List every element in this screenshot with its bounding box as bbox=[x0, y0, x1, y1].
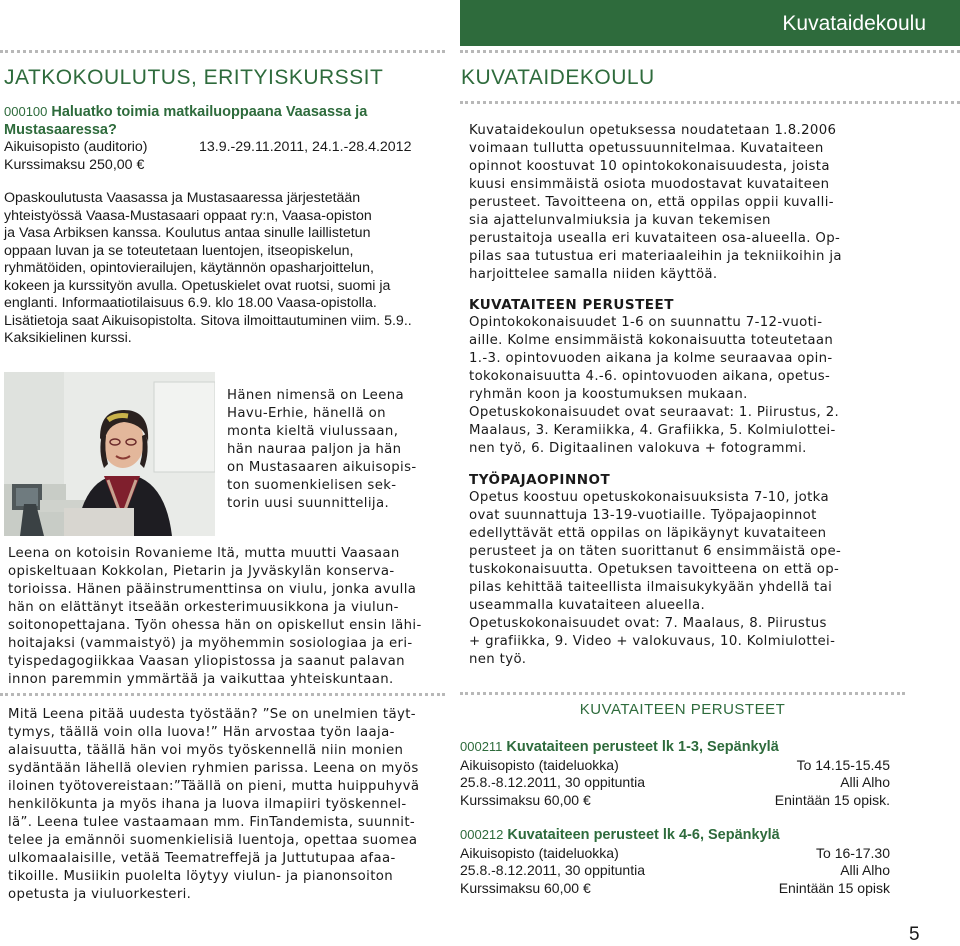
intro-line: yhteistyössä Vaasa-Mustasaari oppaat ry:n, Vaasa-opiston bbox=[4, 207, 372, 224]
right-intro-line: harjoittelee samalla niiden käyttöä. bbox=[469, 267, 718, 282]
right-intro-line: voimaan tullutta opetussuunnitelmaa. Kuvataiteen bbox=[469, 141, 824, 156]
course-size: Enintään 15 opisk. bbox=[774, 791, 890, 808]
caption-line: Havu-Erhie, hänellä on bbox=[227, 406, 386, 421]
perusteet-line: aille. Kolme ensimmäistä kokonaisuutta toteutetaan bbox=[469, 333, 834, 348]
caption-line: on Mustasaaren aikuisopis- bbox=[227, 460, 417, 475]
course-place: Aikuisopisto (taideluokka) bbox=[460, 844, 619, 861]
intro-paragraph bbox=[4, 190, 436, 348]
perusteet-line: tokokonaisuutta 4.-6. opintovuoden aikana, opetus- bbox=[469, 369, 831, 384]
course-fee: Kurssimaksu 250,00 € bbox=[4, 156, 145, 173]
tyopaja-line: Opetuskokonaisuudet ovat: 7. Maalaus, 8. Piirustus bbox=[469, 616, 827, 631]
photo-caption bbox=[227, 387, 427, 513]
intro-line: Kaksikielinen kurssi. bbox=[4, 330, 132, 346]
caption-line: torin uusi suunnittelija. bbox=[227, 496, 390, 511]
perusteet-line: Maalaus, 3. Keramiikka, 4. Grafiikka, 5. Kolmiulottei- bbox=[469, 423, 836, 438]
quote-line: tikoille. Musiikin puolelta löytyy viulun- ja pianonsoiton bbox=[8, 869, 394, 884]
caption-line: ton suomenkielisen sek- bbox=[227, 478, 397, 493]
right-section-title: KUVATAIDEKOULU bbox=[461, 66, 655, 89]
perusteet-line: nen työ, 6. Digitaalinen valokuva + fotogrammi. bbox=[469, 441, 807, 456]
quote-line: iloinen työtovereistaan:”Täällä on pieni, mutta huippuhyvä bbox=[8, 779, 420, 794]
bio-line: opiskeltuaan Kokkolan, Pietarin ja Jyväskylän konserva- bbox=[8, 564, 395, 579]
course-title-2: Mustasaaressa? bbox=[4, 121, 117, 138]
right-top-divider bbox=[460, 50, 960, 53]
tyopaja-line: Opetus koostuu opetuskokonaisuuksista 7-10, jotka bbox=[469, 490, 829, 505]
right-intro-line: kuusi ensimmäistä osiota muodostavat kuvataiteen bbox=[469, 177, 830, 192]
quote-line: henkilökunta ja myös ihana ja luova ilmapiiri työskennel- bbox=[8, 797, 407, 812]
course-000100 bbox=[4, 103, 436, 174]
course-dates: 13.9.-29.11.2011, 24.1.-28.4.2012 bbox=[199, 139, 412, 155]
portrait-photo bbox=[4, 372, 215, 536]
course-place: Aikuisopisto (taideluokka) bbox=[460, 756, 619, 773]
caption-line: monta kieltä viulussaan, bbox=[227, 424, 399, 439]
quote-line: ulkomaalaisille, vetää Teematreffejä ja Juttutupaa afaa- bbox=[8, 851, 396, 866]
intro-line: Lisätietoja saat Aikuisopistolta. Sitova ilmoittautuminen viim. 5.9.. bbox=[4, 312, 412, 329]
right-intro bbox=[469, 122, 881, 284]
course-title: Kuvataiteen perusteet lk 1-3, Sepänkylä bbox=[506, 739, 779, 755]
quote-paragraph bbox=[8, 706, 428, 904]
bio-line: tyispedagogiikkaa Vaasan yliopistossa ja saanut palavan bbox=[8, 654, 405, 669]
bio-line: innon paremmin ymmärtää ja vaikuttaa yhteiskuntaan. bbox=[8, 672, 394, 687]
tyopaja-line: perusteet ja on täten suorittanut 6 ensimmäistä ope- bbox=[469, 544, 842, 559]
courses-heading: KUVATAITEEN PERUSTEET bbox=[579, 701, 786, 718]
bio-line: torioissa. Hänen pääinstrumenttinsa on viulu, jonka avulla bbox=[8, 582, 417, 597]
intro-line: englanti. Informaatiotilaisuus 6.9. klo 18.00 Vaasa-opistolla. bbox=[4, 295, 377, 311]
perusteet-heading: KUVATAITEEN PERUSTEET bbox=[469, 297, 674, 313]
quote-line: sydäntään lähellä olevien ryhmien parissa. Leena on myös bbox=[8, 761, 419, 776]
course-fee: Kurssimaksu 60,00 € bbox=[460, 879, 591, 896]
quote-line: lä”. Leena tulee vastaamaan mm. FinTandemista, suunnit- bbox=[8, 815, 416, 830]
right-mid-divider bbox=[460, 101, 960, 104]
page-number: 5 bbox=[909, 924, 920, 945]
course-teacher: Alli Alho bbox=[840, 862, 890, 878]
tyopaja-line: + grafiikka, 9. Video + valokuvaus, 10. Kolmiulottei- bbox=[469, 634, 836, 649]
perusteet-line: Opintokokonaisuudet 1-6 on suunnattu 7-12-vuoti- bbox=[469, 315, 823, 330]
right-intro-line: perusteet. Tavoitteena on, että oppilas oppii kuvalli- bbox=[469, 195, 834, 210]
bio-line: hoitajaksi (vammaistyö) ja myöhemmin sosiologiaa ja eri- bbox=[8, 636, 413, 651]
quote-line: Mitä Leena pitää uudesta työstään? ”Se on unelmien täyt- bbox=[8, 707, 416, 722]
perusteet-line: ryhmän koon ja koostumuksen mukaan. bbox=[469, 387, 748, 402]
left-lower-divider bbox=[0, 693, 445, 696]
course-time: To 14.15-15.45 bbox=[796, 756, 890, 773]
quote-line: tymys, täällä voin olla luova!” Hän arvostaa työn laaja- bbox=[8, 725, 395, 740]
course-code: 000212 bbox=[460, 827, 504, 842]
course-code: 000100 bbox=[4, 104, 48, 119]
right-intro-line: Kuvataidekoulun opetuksessa noudatetaan 1.8.2006 bbox=[469, 123, 837, 138]
bio-line: hän on elättänyt itseään orkesterimuusikkona ja viulun- bbox=[8, 600, 399, 615]
perusteet-section bbox=[469, 296, 881, 458]
left-section-title: JATKOKOULUTUS, ERITYISKURSSIT bbox=[4, 66, 384, 89]
tyopaja-heading: TYÖPAJAOPINNOT bbox=[469, 472, 611, 488]
tyopaja-section bbox=[469, 471, 881, 669]
bio-line: soitonopettajana. Työn ohessa hän on opiskellut ensin lähi- bbox=[8, 618, 422, 633]
header-tab-label: Kuvataidekoulu bbox=[782, 12, 926, 35]
course-size: Enintään 15 opisk bbox=[778, 879, 890, 896]
caption-line: hän nauraa paljon ja hän bbox=[227, 442, 402, 457]
tyopaja-line: useammalla kuvataiteen alueella. bbox=[469, 598, 706, 613]
course-dates: 25.8.-8.12.2011, 30 oppituntia bbox=[460, 862, 646, 878]
course-title: Haluatko toimia matkailuoppaana Vaasassa ja bbox=[51, 104, 368, 120]
tyopaja-line: ovat suunnattuja 13-19-vuotiaille. Työpajaopinnot bbox=[469, 508, 817, 523]
tyopaja-line: tuskokonaisuutta. Opetuksen tavoitteena on että op- bbox=[469, 562, 840, 577]
right-intro-line: opinnot koostuvat 10 opintokokonaisuudesta, joista bbox=[469, 159, 830, 174]
tyopaja-line: nen työ. bbox=[469, 652, 527, 667]
bio-paragraph bbox=[8, 545, 428, 689]
right-intro-line: sia ajattelunvalmiuksia ja kuvan tekemisen bbox=[469, 213, 771, 228]
intro-line: Opaskoulutusta Vaasassa ja Mustasaaressa järjestetään bbox=[4, 190, 361, 206]
right-intro-line: pilas saa tutustua eri materiaaleihin ja tekniikoihin ja bbox=[469, 249, 842, 264]
course-time: To 16-17.30 bbox=[816, 844, 890, 861]
bio-line: Leena on kotoisin Rovanieme ltä, mutta muutti Vaasaan bbox=[8, 546, 400, 561]
tyopaja-line: pilas kehittää taiteellista ilmaisukykyään yhdellä tai bbox=[469, 580, 833, 595]
course-000211 bbox=[460, 738, 890, 809]
intro-line: ryhmätöiden, opintovierailujen, käytännön opasharjoittelun, bbox=[4, 260, 374, 276]
perusteet-line: 1.-3. opintovuoden aikana ja kolme seuraavaa opin- bbox=[469, 351, 833, 366]
quote-line: alaisuutta, täällä hän voi myös työskennellä niin monien bbox=[8, 743, 404, 758]
caption-line: Hänen nimensä on Leena bbox=[227, 388, 404, 403]
right-intro-line: perustaitoja usealla eri kuvataiteen osa-alueella. Op- bbox=[469, 231, 841, 246]
quote-line: telee ja emännöi suomenkielisiä luentoja, opettaa suomea bbox=[8, 833, 418, 848]
intro-line: oppaan luvan ja se toteutetaan luentojen, itseopiskelun, bbox=[4, 242, 354, 259]
left-top-divider bbox=[0, 50, 445, 53]
course-code: 000211 bbox=[460, 739, 503, 754]
right-lower-divider bbox=[460, 692, 905, 695]
course-teacher: Alli Alho bbox=[840, 774, 890, 790]
course-dates: 25.8.-8.12.2011, 30 oppituntia bbox=[460, 774, 646, 790]
course-place: Aikuisopisto (auditorio) bbox=[4, 139, 148, 155]
course-fee: Kurssimaksu 60,00 € bbox=[460, 791, 591, 808]
course-title: Kuvataiteen perusteet lk 4-6, Sepänkylä bbox=[507, 827, 780, 843]
intro-line: ja Vasa Arbiksen kanssa. Koulutus antaa sinulle laillistetun bbox=[4, 225, 371, 241]
course-000212 bbox=[460, 826, 890, 897]
header-tab bbox=[460, 0, 960, 46]
perusteet-line: Opetuskokonaisuudet ovat seuraavat: 1. Piirustus, 2. bbox=[469, 405, 840, 420]
tyopaja-line: edellyttävät että oppilas on läpikäynyt kuvataiteen bbox=[469, 526, 827, 541]
quote-line: opetusta ja viuluorkesteri. bbox=[8, 887, 192, 902]
intro-line: kokeen ja kurssityön avulla. Opetuskielet ovat ruotsi, suomi ja bbox=[4, 277, 391, 294]
